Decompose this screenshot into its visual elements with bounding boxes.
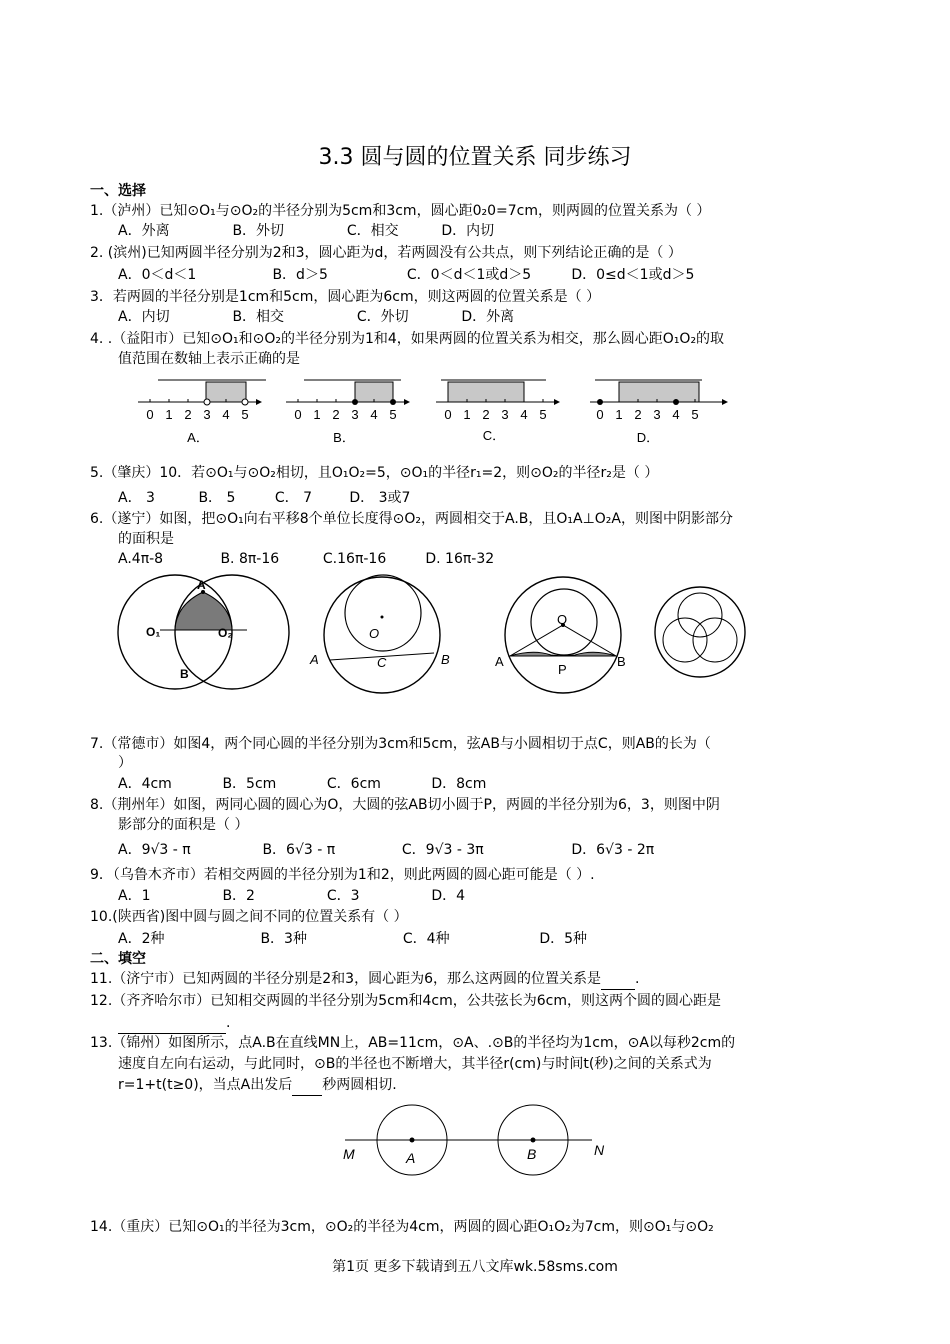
figures-row	[110, 575, 750, 695]
f3-label-o: O	[557, 612, 568, 627]
q1-options	[118, 221, 494, 241]
q3-option-a[interactable]: A．内切	[118, 309, 170, 325]
q8-options	[118, 840, 654, 860]
q10-option-b[interactable]: B．3种	[260, 931, 307, 947]
figure-intersecting-circles	[118, 575, 289, 689]
q4-stem: 4. .（益阳市）已知⊙O₁和⊙O₂的半径分别为1和4，如果两圆的位置关系为相交，那么圆心距O₁O₂的取	[90, 331, 725, 347]
f3-label-p: P	[558, 662, 567, 677]
svg-text:5: 5	[389, 407, 397, 422]
f2-label-b: B	[441, 652, 450, 667]
f1-label-o2: O₂	[218, 626, 233, 640]
q9-option-c[interactable]: C．3	[326, 888, 360, 904]
q7-option-b[interactable]: B．5cm	[222, 776, 277, 792]
q3-stem: 3．若两圆的半径分别是1cm和5cm，圆心距为6cm，则这两圆的位置关系是（ ）	[90, 289, 601, 305]
page-title: 3.3 圆与圆的位置关系 同步练习	[318, 145, 632, 170]
number-line-b[interactable]	[286, 380, 410, 445]
q12-text: 12.（齐齐哈尔市）已知相交两圆的半径分别为5cm和4cm，公共弦长为6cm，则这两个圆的圆心距是	[90, 993, 721, 1009]
figure-three-circles	[655, 587, 745, 677]
f1-label-o1: O₁	[146, 625, 161, 639]
q3-option-c[interactable]: C．外切	[356, 309, 409, 325]
q6-options	[118, 549, 494, 569]
f1-label-a: A	[197, 578, 206, 592]
f1-label-b: B	[180, 667, 189, 681]
q7-options	[118, 774, 486, 794]
number-line-c[interactable]	[436, 380, 560, 443]
q8-option-d[interactable]: D．6√3 - 2π	[571, 842, 655, 858]
q1-stem: 1.（泸州）已知⊙O₁与⊙O₂的半径分别为5cm和3cm，圆心距0₂0=7cm，则两圆的位置关系为（ ）	[90, 203, 711, 219]
q6-option-c[interactable]: C.16π-16	[322, 551, 387, 567]
q5-option-c[interactable]: C． 7	[274, 490, 313, 506]
caption-c: C．	[482, 428, 506, 443]
q8-option-b[interactable]: B．6√3 - π	[262, 842, 336, 858]
q1-option-d[interactable]: D．内切	[441, 223, 495, 239]
q2-option-a[interactable]: A．0＜d＜1	[118, 267, 197, 283]
q7-option-c[interactable]: C．6cm	[326, 776, 381, 792]
svg-text:2: 2	[482, 407, 490, 422]
svg-text:2: 2	[634, 407, 642, 422]
f3-label-b: B	[617, 654, 626, 669]
q5-stem: 5.（肇庆）10．若⊙O₁与⊙O₂相切，且O₁O₂=5，⊙O₁的半径r₁=2，则⊙O₂的半径r₂是（ ）	[90, 465, 659, 481]
q10-stem: 10.(陕西省)图中圆与圆之间不同的位置关系有（ ）	[90, 909, 408, 925]
q13-line2: 速度自左向右运动，与此同时，⊙B的半径也不断增大，其半径r(cm)与时间t(秒)之间的关系式为	[118, 1056, 712, 1072]
q8-stem-cont: 影部分的面积是（ ）	[118, 817, 249, 833]
q10-option-a[interactable]: A．2种	[118, 931, 165, 947]
figure-chord-tangent	[495, 577, 626, 693]
f2-label-a: A	[310, 652, 319, 667]
q1-option-a[interactable]: A．外离	[118, 223, 170, 239]
q3-option-d[interactable]: D．外离	[461, 309, 515, 325]
q1-option-c[interactable]: C．相交	[346, 223, 399, 239]
q5-option-b[interactable]: B． 5	[198, 490, 236, 506]
q11: 11.（济宁市）已知两圆的半径分别是2和3，圆心距为6，那么这两圆的位置关系是 .	[90, 969, 639, 990]
tick-3: 3	[203, 407, 211, 422]
q13-figure	[330, 1100, 630, 1180]
q8-option-c[interactable]: C．9√3 - 3π	[401, 842, 484, 858]
q10-option-d[interactable]: D．5种	[539, 931, 588, 947]
section-fill-heading: 二、填空	[90, 951, 146, 967]
q12-answer-blank[interactable]	[118, 1013, 226, 1034]
q2-option-c[interactable]: C．0＜d＜1或d＞5	[406, 267, 532, 283]
tick-0: 0	[146, 407, 154, 422]
tick-4: 4	[222, 407, 230, 422]
f2-label-c: C	[377, 655, 387, 670]
section-choice-heading: 一、选择	[90, 183, 146, 199]
q6-stem-cont: 的面积是	[118, 531, 174, 547]
q5-option-a[interactable]: A． 3	[118, 490, 155, 506]
svg-text:0: 0	[444, 407, 452, 422]
svg-text:4: 4	[370, 407, 378, 422]
q4-number-lines	[138, 372, 738, 447]
page-footer: 第1页 更多下载请到五八文库wk.58sms.com	[332, 1259, 618, 1275]
svg-text:1: 1	[463, 407, 471, 422]
svg-text:5: 5	[539, 407, 547, 422]
q13-label-m: M	[343, 1146, 355, 1162]
q10-option-c[interactable]: C．4种	[402, 931, 450, 947]
tick-2: 2	[184, 407, 192, 422]
caption-b: B．	[333, 430, 355, 445]
svg-text:4: 4	[520, 407, 528, 422]
tick-1: 1	[165, 407, 173, 422]
q12-answer: .	[118, 1013, 230, 1034]
q6-option-d[interactable]: D. 16π-32	[425, 551, 495, 567]
q6-option-b[interactable]: B. 8π-16	[220, 551, 280, 567]
q1-option-b[interactable]: B．外切	[232, 223, 285, 239]
q2-options	[118, 265, 694, 285]
svg-text:4: 4	[672, 407, 680, 422]
q11-text: 11.（济宁市）已知两圆的半径分别是2和3，圆心距为6，那么这两圆的位置关系是	[90, 971, 601, 987]
q10-options	[118, 929, 587, 949]
q7-option-d[interactable]: D．8cm	[431, 776, 487, 792]
tick-5: 5	[241, 407, 249, 422]
q9-options	[118, 886, 465, 906]
q2-option-d[interactable]: D．0≤d＜1或d＞5	[571, 267, 695, 283]
svg-text:3: 3	[351, 407, 359, 422]
q13-label-b: B	[527, 1146, 537, 1162]
svg-text:3: 3	[653, 407, 661, 422]
svg-text:1: 1	[615, 407, 623, 422]
q8-option-a[interactable]: A．9√3 - π	[118, 842, 191, 858]
q2-stem: 2. (滨州)已知两圆半径分别为2和3，圆心距为d，若两圆没有公共点，则下列结论正确的是（ ）	[90, 245, 682, 261]
f2-label-o: O	[369, 626, 380, 641]
q13-label-a: A	[406, 1150, 416, 1166]
f3-label-a: A	[495, 654, 504, 669]
number-line-d[interactable]	[590, 380, 728, 445]
q6-option-a[interactable]: A.4π-8	[118, 551, 164, 567]
q14-text: 14.（重庆）已知⊙O₁的半径为3cm，⊙O₂的半径为4cm，两圆的圆心距O₁O₂为7cm，则⊙O₁与⊙O₂	[90, 1219, 714, 1235]
q8-stem: 8.（荆州年）如图，两同心圆的圆心为O，大圆的弦AB切小圆于P，两圆的半径分别为6，3，则图中阴	[90, 797, 720, 813]
q3-option-b[interactable]: B．相交	[232, 309, 285, 325]
q7-stem: 7.（常德市）如图4，两个同心圆的半径分别为3cm和5cm，弦AB与小圆相切于点C，则AB的长为（	[90, 736, 711, 752]
svg-text:0: 0	[294, 407, 302, 422]
q6-stem: 6.（遂宁）如图，把⊙O₁向右平移8个单位长度得⊙O₂，两圆相交于A.B，且O₁A⊥O₂A，则图中阴影部分	[90, 511, 733, 527]
q13-answer-blank[interactable]	[292, 1075, 322, 1096]
q4-stem-cont: 值范围在数轴上表示正确的是	[118, 351, 300, 367]
figure-concentric-circles	[309, 575, 450, 693]
caption-a: A．	[187, 430, 209, 445]
q9-option-a[interactable]: A．1	[118, 888, 151, 904]
q9-stem: 9．（乌鲁木齐市）若相交两圆的半径分别为1和2，则此两圆的圆心距可能是（ ）.	[90, 867, 595, 883]
q7-stem-cont: ）	[118, 755, 132, 771]
q13-line1: 13.（锦州）如图所示，点A.B在直线MN上，AB=11cm，⊙A、.⊙B的半径均为1cm，⊙A以每秒2cm的	[90, 1035, 736, 1051]
q3-options	[118, 307, 514, 327]
q9-option-b[interactable]: B．2	[222, 888, 255, 904]
q7-option-a[interactable]: A．4cm	[118, 776, 172, 792]
q13-label-n: N	[594, 1142, 605, 1158]
q13-line3: r=1+t(t≥0)，当点A出发后 秒两圆相切.	[118, 1075, 397, 1096]
number-line-a[interactable]	[138, 380, 266, 445]
svg-text:3: 3	[501, 407, 509, 422]
q9-option-d[interactable]: D．4	[431, 888, 466, 904]
q5-option-d[interactable]: D． 3或7	[349, 490, 411, 506]
svg-text:2: 2	[332, 407, 340, 422]
svg-text:1: 1	[313, 407, 321, 422]
svg-text:0: 0	[596, 407, 604, 422]
q5-options	[118, 488, 410, 508]
q2-option-b[interactable]: B．d＞5	[272, 267, 328, 283]
q11-answer-blank[interactable]	[601, 969, 635, 990]
caption-d: D．	[636, 430, 660, 445]
svg-text:5: 5	[691, 407, 699, 422]
